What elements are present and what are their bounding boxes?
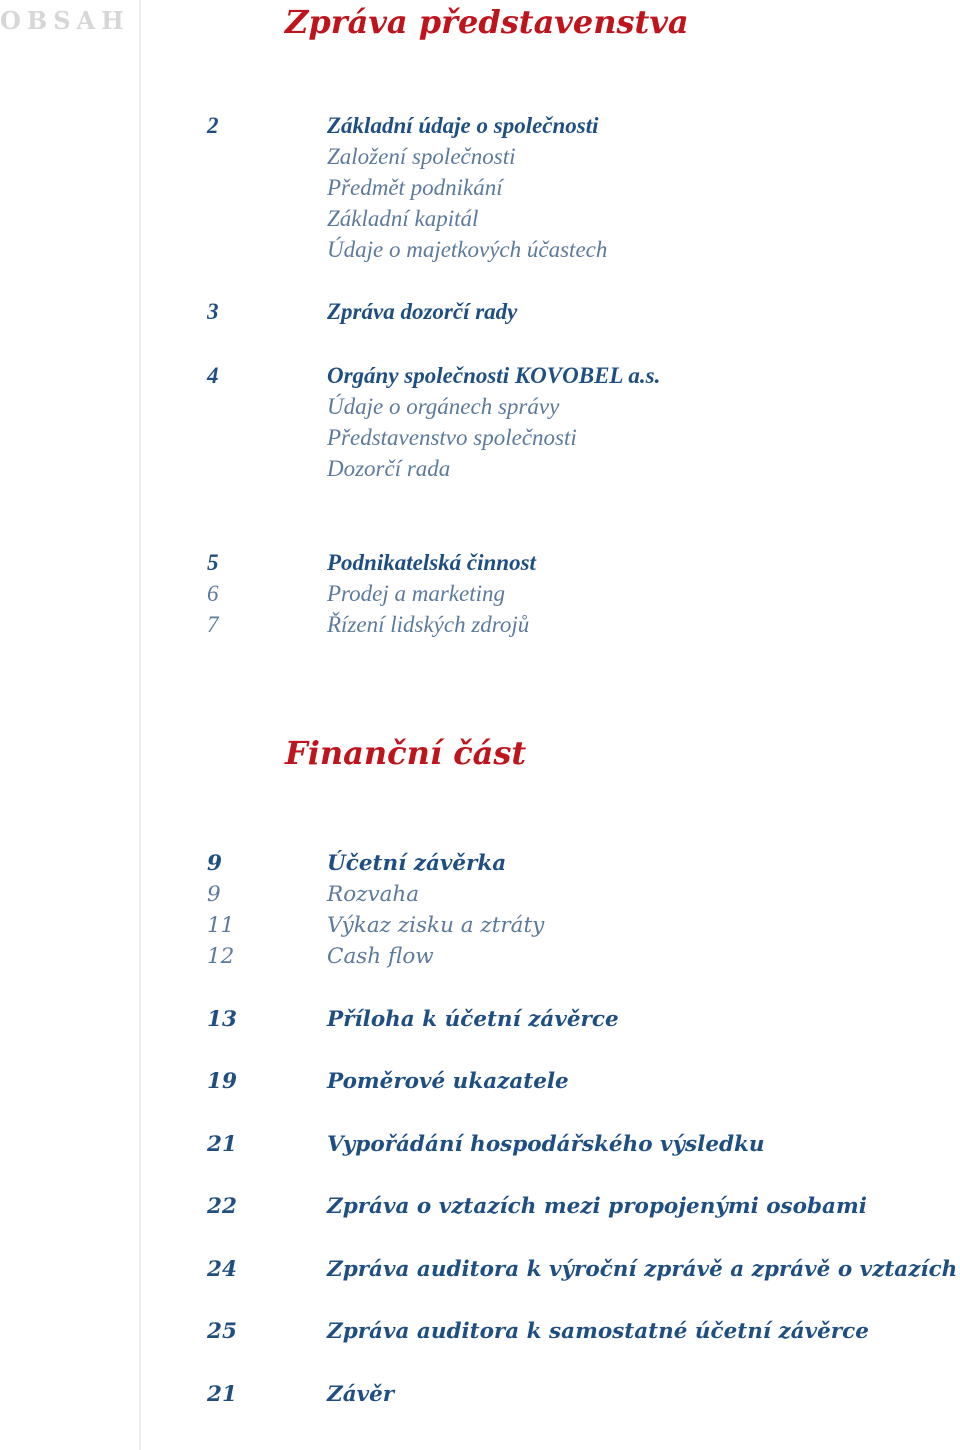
toc-entry [0,1191,960,1222]
toc-entry-text: Vypořádání hospodářského výsledku [327,1132,765,1157]
toc-page-number: 5 [207,550,219,575]
toc-page-number: 9 [207,882,221,907]
toc-entry-text: Příloha k účetní závěrce [327,1007,619,1032]
toc-page-number: 21 [207,1382,237,1407]
toc-entry-text: Údaje o orgánech správy [327,394,560,419]
toc-entry [0,234,960,265]
toc-entry [0,547,960,578]
toc-entry [0,110,960,141]
toc-entry-text: Orgány společnosti KOVOBEL a.s. [327,363,661,388]
toc-entry [0,609,960,640]
toc-page-number: 11 [207,913,235,938]
toc-entry-text: Představenstvo společnosti [327,425,577,450]
toc-entry [0,941,960,972]
toc-entry-text: Zpráva dozorčí rady [327,299,518,324]
toc-entry [0,203,960,234]
toc-entry [0,1129,960,1160]
toc-entry-text: Zpráva auditora k samostatné účetní závěrce [327,1319,869,1344]
toc-entry-text: Zpráva o vztazích mezi propojenými osobami [327,1194,867,1219]
toc-entry-text: Účetní závěrka [327,851,507,876]
toc-entry [0,1004,960,1035]
toc-entry [0,296,960,327]
toc-entry [0,422,960,453]
toc-entry-text: Dozorčí rada [327,456,451,481]
toc-entry [0,1316,960,1347]
toc-page-number: 2 [207,113,219,138]
toc-entry-text: Údaje o majetkových účastech [327,237,608,262]
financial-section-title: Finanční část [285,734,527,772]
toc-entry [0,172,960,203]
toc-entry-text: Zpráva auditora k výroční zprávě a zprávě o vztazích [327,1257,958,1282]
toc-page-number: 4 [207,363,219,388]
toc-entry [0,848,960,879]
toc-page-number: 22 [207,1194,237,1219]
toc-entry [0,879,960,910]
toc-entry-text: Cash flow [327,944,434,969]
toc-entry-text: Řízení lidských zdrojů [327,612,530,637]
sidebar-label: OBSAH [0,6,130,35]
toc-entry [0,1254,960,1285]
toc-page-number: 13 [207,1007,237,1032]
toc-entry [0,453,960,484]
toc-page-number: 25 [207,1319,237,1344]
toc-entry-text: Podnikatelská činnost [327,550,536,575]
page-title: Zpráva představenstva [285,3,689,41]
toc-page-number: 9 [207,851,222,876]
toc-entry-text: Závěr [327,1382,395,1407]
toc-entry-text: Prodej a marketing [327,581,506,606]
toc-page-number: 21 [207,1132,237,1157]
toc-entry-text: Rozvaha [327,882,420,907]
toc-entry [0,360,960,391]
toc-page-number: 6 [207,581,219,606]
toc-entry-text: Výkaz zisku a ztráty [327,913,545,938]
toc-entry-text: Základní kapitál [327,206,479,231]
toc-entry [0,910,960,941]
toc-entry-text: Poměrové ukazatele [327,1069,569,1094]
toc-page-number: 24 [207,1257,237,1282]
toc-entry-text: Základní údaje o společnosti [327,113,599,138]
toc-entry-text: Předmět podnikání [327,175,503,200]
toc-entry [0,1379,960,1410]
toc-page-number: 3 [207,299,219,324]
toc-entry [0,141,960,172]
toc-page-number: 12 [207,944,235,969]
toc-entry [0,391,960,422]
toc-page-number: 7 [207,612,219,637]
toc-entry [0,578,960,609]
toc-entry-text: Založení společnosti [327,144,516,169]
toc-page-number: 19 [207,1069,237,1094]
toc-entry [0,1066,960,1097]
